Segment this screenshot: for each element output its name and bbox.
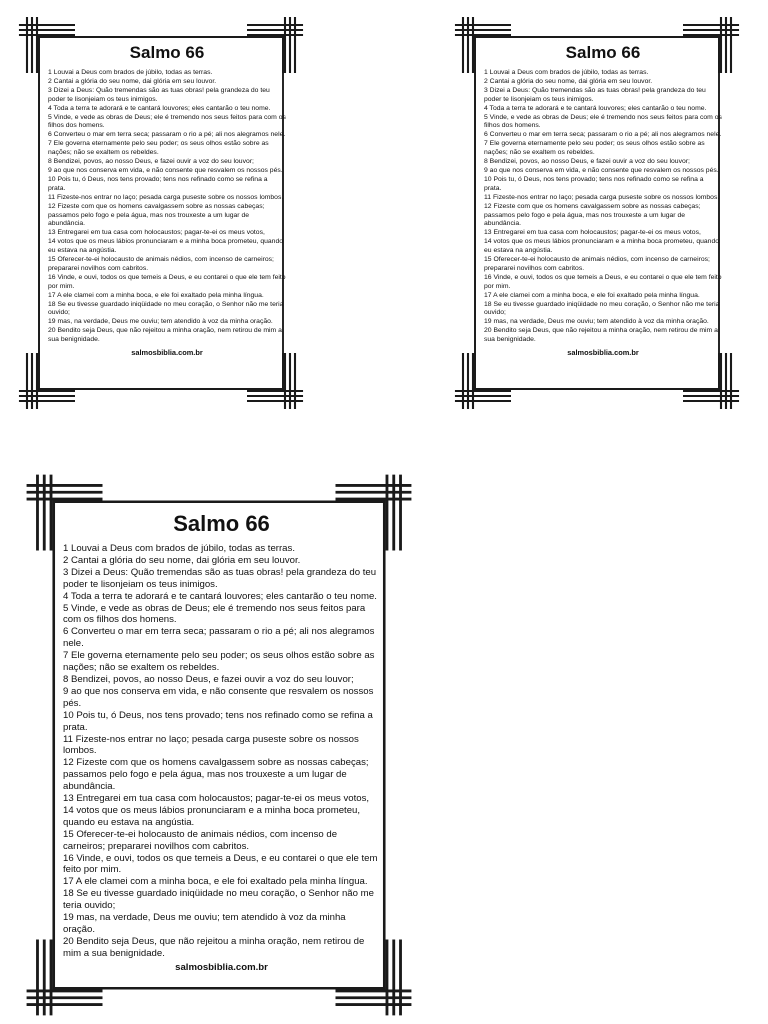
verse-line: 11 Fizeste-nos entrar no laço; pesada carga puseste sobre os nossos lombos. — [48, 193, 284, 201]
verse-line: 11 Fizeste-nos entrar no laço; pesada carga puseste sobre os nossos lombos. — [63, 733, 359, 757]
website-label: salmosbiblia.com.br — [175, 961, 268, 973]
verse-line: 15 Oferecer-te-ei holocausto de animais nédios, com incenso de carneiros; prepararei novilhos com cabritos. — [484, 256, 710, 272]
verse-line: 3 Dizei a Deus: Quão tremendas são as tuas obras! pela grandeza do teu poder te lisonjeiam os teus inimigos. — [63, 566, 377, 590]
verse-line: 7 Ele governa eternamente pelo seu poder; os seus olhos estão sobre as nações; não se exaltem os rebeldes. — [63, 650, 375, 674]
verse-line: 13 Entregarei em tua casa com holocaustos; pagar-te-ei os meus votos, — [484, 229, 701, 237]
verse-line: 12 Fizeste com que os homens cavalgassem sobre as nossas cabeças; passamos pelo fogo e pela água, mas nos trouxeste a um lugar de abundância. — [484, 202, 701, 228]
frame-mask — [75, 388, 247, 410]
frame-mask — [18, 73, 38, 353]
verse-line: 19 mas, na verdade, Deus me ouviu; tem atendido à voz da minha oração. — [484, 318, 709, 326]
card-title: Salmo 66 — [129, 43, 205, 62]
verse-line: 9 ao que nos conserva em vida, e não consente que resvalem os nossos pés. — [48, 166, 283, 174]
verse-line: 6 Converteu o mar em terra seca; passaram o rio a pé; ali nos alegramos nele. — [63, 626, 375, 650]
verse-line: 12 Fizeste com que os homens cavalgassem sobre as nossas cabeças; passamos pelo fogo e pela água, mas nos trouxeste a um lugar de abundância. — [63, 757, 369, 793]
frame-mask — [454, 73, 474, 353]
verse-line: 1 Louvai a Deus com brados de júbilo, todas as terras. — [63, 543, 295, 554]
verse-line: 4 Toda a terra te adorará e te cantará louvores; eles cantarão o teu nome. — [48, 104, 271, 112]
verse-line: 17 A ele clamei com a minha boca, e ele foi exaltado pela minha língua. — [484, 291, 700, 299]
verse-line: 8 Bendizei, povos, ao nosso Deus, e fazei ouvir a voz do seu louvor; — [63, 673, 354, 685]
verse-list — [48, 69, 286, 345]
card-content — [63, 508, 380, 975]
verse-line: 7 Ele governa eternamente pelo seu poder; os seus olhos estão sobre as nações; não se exaltem os rebeldes. — [484, 140, 705, 157]
verse-line: 8 Bendizei, povos, ao nosso Deus, e fazei ouvir a voz do seu louvor; — [48, 158, 254, 166]
verse-list — [484, 69, 722, 345]
verse-line: 20 Bendito seja Deus, que não rejeitou a minha oração, nem retirou de mim a sua benignidade. — [63, 935, 365, 959]
frame-mask — [511, 16, 683, 36]
verse-line: 3 Dizei a Deus: Quão tremendas são as tuas obras! pela grandeza do teu poder te lisonjeiam os teus inimigos. — [48, 86, 270, 103]
website-label: salmosbiblia.com.br — [567, 348, 639, 358]
verse-line: 6 Converteu o mar em terra seca; passaram o rio a pé; ali nos alegramos nele. — [48, 131, 286, 139]
verse-line: 6 Converteu o mar em terra seca; passaram o rio a pé; ali nos alegramos nele. — [484, 131, 722, 139]
verse-line: 16 Vinde, e ouvi, todos os que temeis a Deus, e eu contarei o que ele tem feito por mim. — [63, 852, 378, 876]
website-label: salmosbiblia.com.br — [131, 348, 203, 358]
verse-list — [63, 543, 380, 960]
frame-mask — [511, 388, 683, 410]
verse-line: 16 Vinde, e ouvi, todos os que temeis a Deus, e eu contarei o que ele tem feito por mim. — [48, 273, 286, 290]
verse-line: 4 Toda a terra te adorará e te cantará louvores; eles cantarão o teu nome. — [484, 104, 707, 112]
verse-line: 18 Se eu tivesse guardado iniqüidade no meu coração, o Senhor não me teria ouvido; — [484, 300, 720, 317]
verse-line: 7 Ele governa eternamente pelo seu poder; os seus olhos estão sobre as nações; não se exaltem os rebeldes. — [48, 140, 269, 157]
verse-line: 12 Fizeste com que os homens cavalgassem sobre as nossas cabeças; passamos pelo fogo e pela água, mas nos trouxeste a um lugar de abundância. — [48, 202, 265, 228]
verse-line: 14 votos que os meus lábios pronunciaram e a minha boca prometeu, quando eu estava na angústia. — [48, 238, 284, 255]
verse-line: 17 A ele clamei com a minha boca, e ele foi exaltado pela minha língua. — [63, 876, 368, 888]
verse-line: 15 Oferecer-te-ei holocausto de animais nédios, com incenso de carneiros; prepararei novilhos com cabritos. — [63, 828, 338, 852]
verse-line: 10 Pois tu, ó Deus, nos tens provado; tens nos refinado como se refina a prata. — [48, 175, 268, 192]
verse-line: 10 Pois tu, ó Deus, nos tens provado; tens nos refinado como se refina a prata. — [484, 175, 704, 192]
card-title: Salmo 66 — [565, 43, 641, 62]
frame-mask — [383, 551, 412, 940]
verse-line: 1 Louvai a Deus com brados de júbilo, todas as terras. — [48, 69, 213, 76]
verse-line: 8 Bendizei, povos, ao nosso Deus, e fazei ouvir a voz do seu louvor; — [484, 158, 690, 166]
frame-mask — [103, 987, 336, 1016]
verse-line: 9 ao que nos conserva em vida, e não consente que resvalem os nossos pés. — [484, 166, 719, 174]
verse-line: 9 ao que nos conserva em vida, e não consente que resvalem os nossos pés. — [63, 685, 374, 709]
verse-line: 14 votos que os meus lábios pronunciaram e a minha boca prometeu, quando eu estava na angústia. — [63, 804, 361, 828]
verse-line: 20 Bendito seja Deus, que não rejeitou a minha oração, nem retirou de mim a sua benignidade. — [484, 327, 718, 344]
verse-line: 19 mas, na verdade, Deus me ouviu; tem atendido à voz da minha oração. — [48, 318, 273, 326]
frame-mask — [103, 474, 336, 501]
frame-mask — [26, 551, 53, 940]
verse-line: 18 Se eu tivesse guardado iniqüidade no meu coração, o Senhor não me teria ouvido; — [48, 300, 284, 317]
verse-line: 2 Cantai a glória do seu nome, dai glória em seu louvor. — [63, 554, 301, 566]
verse-line: 2 Cantai a glória do seu nome, dai glória em seu louvor. — [484, 77, 653, 85]
verse-line: 3 Dizei a Deus: Quão tremendas são as tuas obras! pela grandeza do teu poder te lisonjeiam os teus inimigos. — [484, 86, 706, 103]
verse-line: 10 Pois tu, ó Deus, nos tens provado; tens nos refinado como se refina a prata. — [63, 709, 373, 733]
verse-line: 16 Vinde, e ouvi, todos os que temeis a Deus, e eu contarei o que ele tem feito por mim. — [484, 273, 722, 290]
card-content — [484, 40, 722, 359]
psalm-card-large — [28, 476, 410, 1014]
verse-line: 13 Entregarei em tua casa com holocaustos; pagar-te-ei os meus votos, — [48, 229, 265, 237]
verse-line: 4 Toda a terra te adorará e te cantará louvores; eles cantarão o teu nome. — [63, 590, 377, 602]
verse-line: 18 Se eu tivesse guardado iniqüidade no meu coração, o Senhor não me teria ouvido; — [63, 888, 374, 912]
card-title: Salmo 66 — [173, 511, 270, 536]
verse-line: 1 Louvai a Deus com brados de júbilo, todas as terras. — [484, 69, 649, 76]
verse-line: 19 mas, na verdade, Deus me ouviu; tem atendido à voz da minha oração. — [63, 912, 346, 935]
verse-line: 5 Vinde, e vede as obras de Deus; ele é tremendo nos seus feitos para com os filhos dos homens. — [48, 113, 286, 130]
verse-line: 5 Vinde, e vede as obras de Deus; ele é tremendo nos seus feitos para com os filhos dos homens. — [484, 113, 722, 130]
verse-line: 11 Fizeste-nos entrar no laço; pesada carga puseste sobre os nossos lombos. — [484, 193, 720, 201]
verse-line: 15 Oferecer-te-ei holocausto de animais nédios, com incenso de carneiros; prepararei novilhos com cabritos. — [48, 256, 274, 272]
psalm-card-top-left — [20, 18, 302, 408]
frame-mask — [75, 16, 247, 36]
verse-line: 17 A ele clamei com a minha boca, e ele foi exaltado pela minha língua. — [48, 291, 264, 299]
verse-line: 5 Vinde, e vede as obras de Deus; ele é tremendo nos seus feitos para com os filhos dos homens. — [63, 602, 366, 626]
psalm-card-top-right — [456, 18, 738, 408]
card-content — [48, 40, 286, 359]
verse-line: 2 Cantai a glória do seu nome, dai glória em seu louvor. — [48, 77, 217, 85]
verse-line: 13 Entregarei em tua casa com holocaustos; pagar-te-ei os meus votos, — [63, 793, 370, 805]
verse-line: 14 votos que os meus lábios pronunciaram e a minha boca prometeu, quando eu estava na angústia. — [484, 238, 720, 255]
verse-line: 20 Bendito seja Deus, que não rejeitou a minha oração, nem retirou de mim a sua benignidade. — [48, 327, 282, 344]
